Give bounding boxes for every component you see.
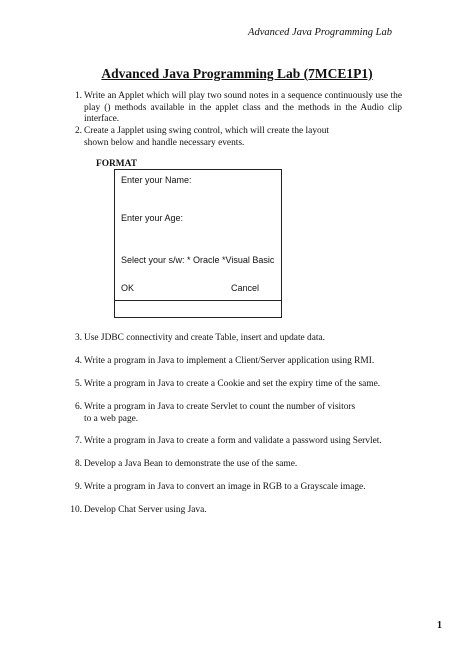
- list-item-number: 10.: [70, 505, 82, 515]
- list-item: [74, 436, 402, 448]
- age-label: Enter your Age:: [121, 213, 184, 223]
- page-number: 1: [437, 620, 442, 631]
- box-divider: [115, 300, 281, 301]
- list-item-number: 3.: [74, 333, 82, 343]
- list-item-number: 2.: [74, 126, 82, 136]
- list-item: [74, 333, 402, 345]
- format-label: FORMAT: [96, 159, 137, 169]
- list-item-number: 1.: [74, 91, 82, 101]
- list-item: [74, 126, 344, 149]
- list-item-number: 4.: [74, 356, 82, 366]
- list-item: [74, 482, 402, 494]
- list-item-number: 5.: [74, 379, 82, 389]
- list-item-number: 7.: [74, 436, 82, 446]
- list-item-number: 9.: [74, 482, 82, 492]
- name-label: Enter your Name:: [121, 175, 192, 185]
- list-item: [74, 402, 402, 425]
- list-item: [74, 91, 402, 126]
- list-item-text: Write a program in Java to create a Cookie and set the expiry time of the same.: [84, 379, 381, 389]
- list-item-text: Write a program in Java to implement a Client/Server application using RMI.: [84, 356, 375, 366]
- list-item-number: 8.: [74, 459, 82, 469]
- running-header: Advanced Java Programming Lab: [248, 27, 392, 38]
- select-software-label: Select your s/w: * Oracle *Visual Basic: [121, 255, 275, 265]
- list-item-text: Use JDBC connectivity and create Table, insert and update data.: [84, 333, 326, 343]
- list-item-text-line: to a web page.: [84, 413, 139, 424]
- list-item-number: 6.: [74, 402, 82, 412]
- list-item: [74, 356, 402, 368]
- list-item-text: Write a program in Java to create a form and validate a password using Servlet.: [84, 436, 382, 446]
- list-item-text: Develop Chat Server using Java.: [84, 505, 207, 515]
- list-item-text: Develop a Java Bean to demonstrate the use of the same.: [84, 459, 298, 469]
- list-item: [70, 505, 402, 517]
- ok-button: OK: [121, 283, 135, 293]
- list-item-text-line: Write a program in Java to create Servlet to count the number of visitors: [84, 402, 356, 412]
- list-item-text: Create a Japplet using swing control, which will create the layout shown below and handle necessary events.: [84, 126, 329, 148]
- list-item-text: Write an Applet which will play two sound notes in a sequence continuously use the play () methods available in the applet class and the methods in the Audio clip interface.: [84, 91, 402, 125]
- format-box: [114, 169, 282, 318]
- list-item: [74, 459, 402, 471]
- cancel-button: Cancel: [231, 283, 260, 293]
- list-item-text: Write a program in Java to convert an image in RGB to a Grayscale image.: [84, 482, 366, 492]
- page-title: Advanced Java Programming Lab (7MCE1P1): [101, 66, 373, 81]
- list-item: [74, 379, 402, 391]
